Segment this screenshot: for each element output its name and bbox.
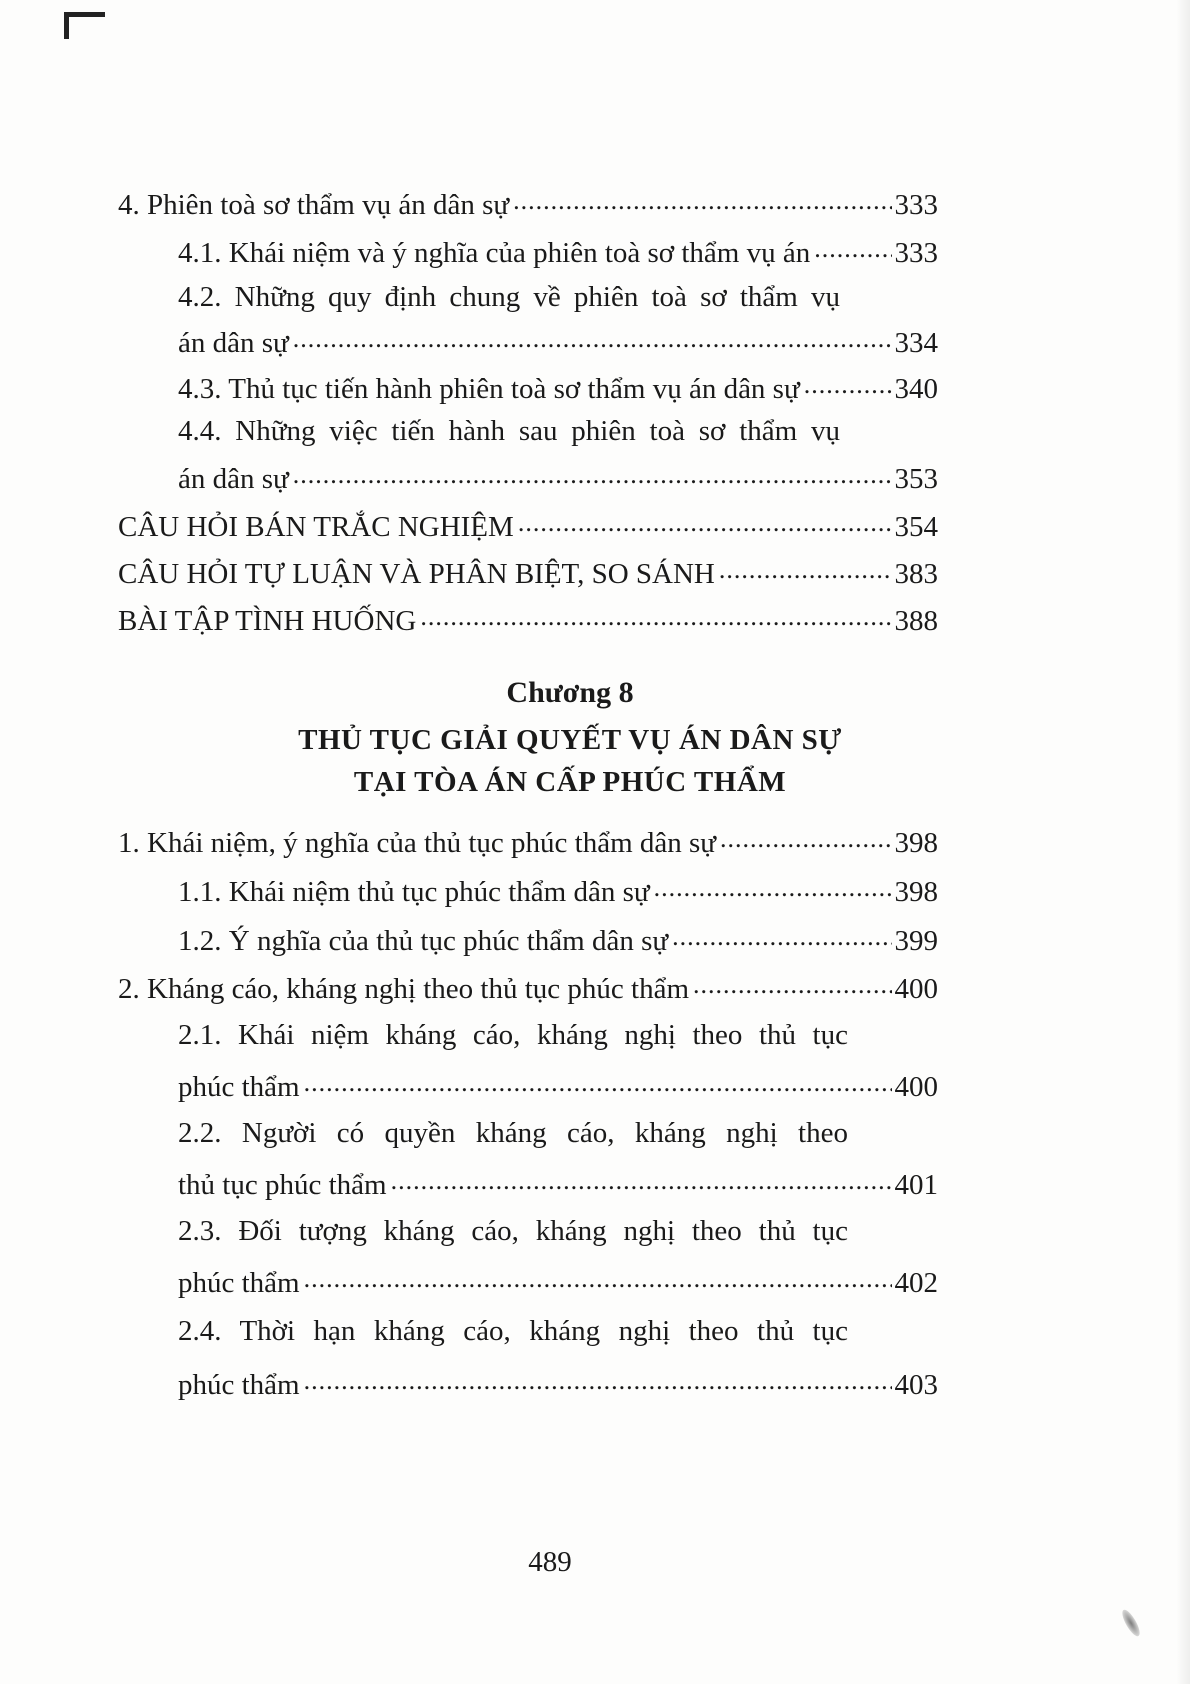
dot-leader xyxy=(654,871,892,901)
dot-leader xyxy=(293,458,892,488)
toc-entry xyxy=(118,822,938,860)
dot-leader xyxy=(719,553,892,583)
toc-entry-text: 2. Kháng cáo, kháng nghị theo thủ tục phúc thẩm xyxy=(118,973,690,1005)
dot-leader xyxy=(304,1364,892,1394)
toc-page-number: 388 xyxy=(894,605,938,637)
chapter-title-line2: TẠI TÒA ÁN CẤP PHÚC THẨM xyxy=(353,766,787,798)
toc-entry xyxy=(178,920,938,958)
dot-leader xyxy=(720,822,892,852)
toc-page-number: 383 xyxy=(894,558,938,590)
chapter-heading xyxy=(120,675,1020,803)
toc-entry-text: BÀI TẬP TÌNH HUỐNG xyxy=(118,605,417,637)
toc-entry-text: phúc thẩm xyxy=(178,1071,300,1103)
toc-entry-text: 2.3. Đối tượng kháng cáo, kháng nghị theo thủ tục xyxy=(178,1215,848,1247)
toc-page-number: 401 xyxy=(894,1169,938,1201)
toc-page-number: 333 xyxy=(894,189,938,221)
toc-page-number: 400 xyxy=(894,973,938,1005)
toc-entry-text: án dân sự xyxy=(178,327,289,359)
toc-entry-line1 xyxy=(178,280,840,314)
toc-entry-text: 1.1. Khái niệm thủ tục phúc thẩm dân sự xyxy=(178,876,650,908)
toc-entry xyxy=(178,1164,938,1202)
dot-leader xyxy=(672,920,891,950)
toc-entry xyxy=(178,368,938,406)
dot-leader xyxy=(304,1066,892,1096)
toc-page-number: 402 xyxy=(894,1267,938,1299)
toc-entry-line1 xyxy=(178,1214,848,1248)
toc-entry xyxy=(118,553,938,591)
toc-entry xyxy=(118,184,938,222)
toc-entry xyxy=(178,871,938,909)
crop-mark xyxy=(64,12,105,39)
toc-entry-line1 xyxy=(178,1314,848,1348)
dot-leader xyxy=(391,1164,892,1194)
toc-entry xyxy=(178,322,938,360)
toc-entry-text: thủ tục phúc thẩm xyxy=(178,1169,387,1201)
toc-page-number: 334 xyxy=(894,327,938,359)
toc-entry-text: phúc thẩm xyxy=(178,1369,300,1401)
scan-smudge xyxy=(1119,1608,1143,1639)
toc-entry xyxy=(178,1262,938,1300)
toc-entry xyxy=(178,458,938,496)
toc-entry-text: án dân sự xyxy=(178,463,289,495)
toc-page-number: 403 xyxy=(894,1369,938,1401)
chapter-title-line1: THỦ TỤC GIẢI QUYẾT VỤ ÁN DÂN SỰ xyxy=(298,724,842,756)
toc-entry-text: 4.3. Thủ tục tiến hành phiên toà sơ thẩm vụ án dân sự xyxy=(178,373,800,405)
toc-entry-text: 4. Phiên toà sơ thẩm vụ án dân sự xyxy=(118,189,510,221)
dot-leader xyxy=(804,368,892,398)
dot-leader xyxy=(293,322,892,352)
toc-entry xyxy=(178,1066,938,1104)
toc-page-number: 353 xyxy=(894,463,938,495)
dot-leader xyxy=(513,184,891,214)
toc-entry-line1 xyxy=(178,1116,848,1150)
toc-page-number: 399 xyxy=(894,925,938,957)
dot-leader xyxy=(518,506,892,536)
dot-leader xyxy=(814,232,891,262)
toc-entry-text: 2.2. Người có quyền kháng cáo, kháng nghị theo xyxy=(178,1117,848,1149)
toc-entry xyxy=(118,600,938,638)
toc-entry-text: 2.4. Thời hạn kháng cáo, kháng nghị theo thủ tục xyxy=(178,1315,848,1347)
dot-leader xyxy=(304,1262,892,1292)
toc-page-number: 398 xyxy=(894,876,938,908)
dot-leader xyxy=(693,968,891,998)
toc-entry-line1 xyxy=(178,414,840,448)
toc-entry-line1 xyxy=(178,1018,848,1052)
toc-page-number: 398 xyxy=(894,827,938,859)
toc-entry xyxy=(118,506,938,544)
toc-entry-text: 1.2. Ý nghĩa của thủ tục phúc thẩm dân sự xyxy=(178,925,669,957)
toc-entry-text: 4.2. Những quy định chung về phiên toà sơ thẩm vụ xyxy=(178,281,840,313)
toc-entry-text: 4.4. Những việc tiến hành sau phiên toà sơ thẩm vụ xyxy=(178,415,840,447)
toc-page-number: 340 xyxy=(894,373,938,405)
toc-page-number: 400 xyxy=(894,1071,938,1103)
dot-leader xyxy=(420,600,891,630)
toc-entry-text: phúc thẩm xyxy=(178,1267,300,1299)
toc-page-number: 354 xyxy=(894,511,938,543)
toc-entry-text: 2.1. Khái niệm kháng cáo, kháng nghị theo thủ tục xyxy=(178,1019,848,1051)
toc-entry xyxy=(178,232,938,270)
toc-entry-text: 1. Khái niệm, ý nghĩa của thủ tục phúc thẩm dân sự xyxy=(118,827,716,859)
page-edge-shadow xyxy=(1176,0,1190,1684)
toc-entry xyxy=(118,968,938,1006)
toc-entry-text: CÂU HỎI TỰ LUẬN VÀ PHÂN BIỆT, SO SÁNH xyxy=(118,558,715,590)
toc-entry-text: CÂU HỎI BÁN TRẮC NGHIỆM xyxy=(118,511,514,543)
toc-entry-text: 4.1. Khái niệm và ý nghĩa của phiên toà sơ thẩm vụ án xyxy=(178,237,811,269)
page-footer-number: 489 xyxy=(528,1546,572,1578)
chapter-label: Chương 8 xyxy=(506,676,634,709)
toc-entry xyxy=(178,1364,938,1402)
toc-page-number: 333 xyxy=(894,237,938,269)
